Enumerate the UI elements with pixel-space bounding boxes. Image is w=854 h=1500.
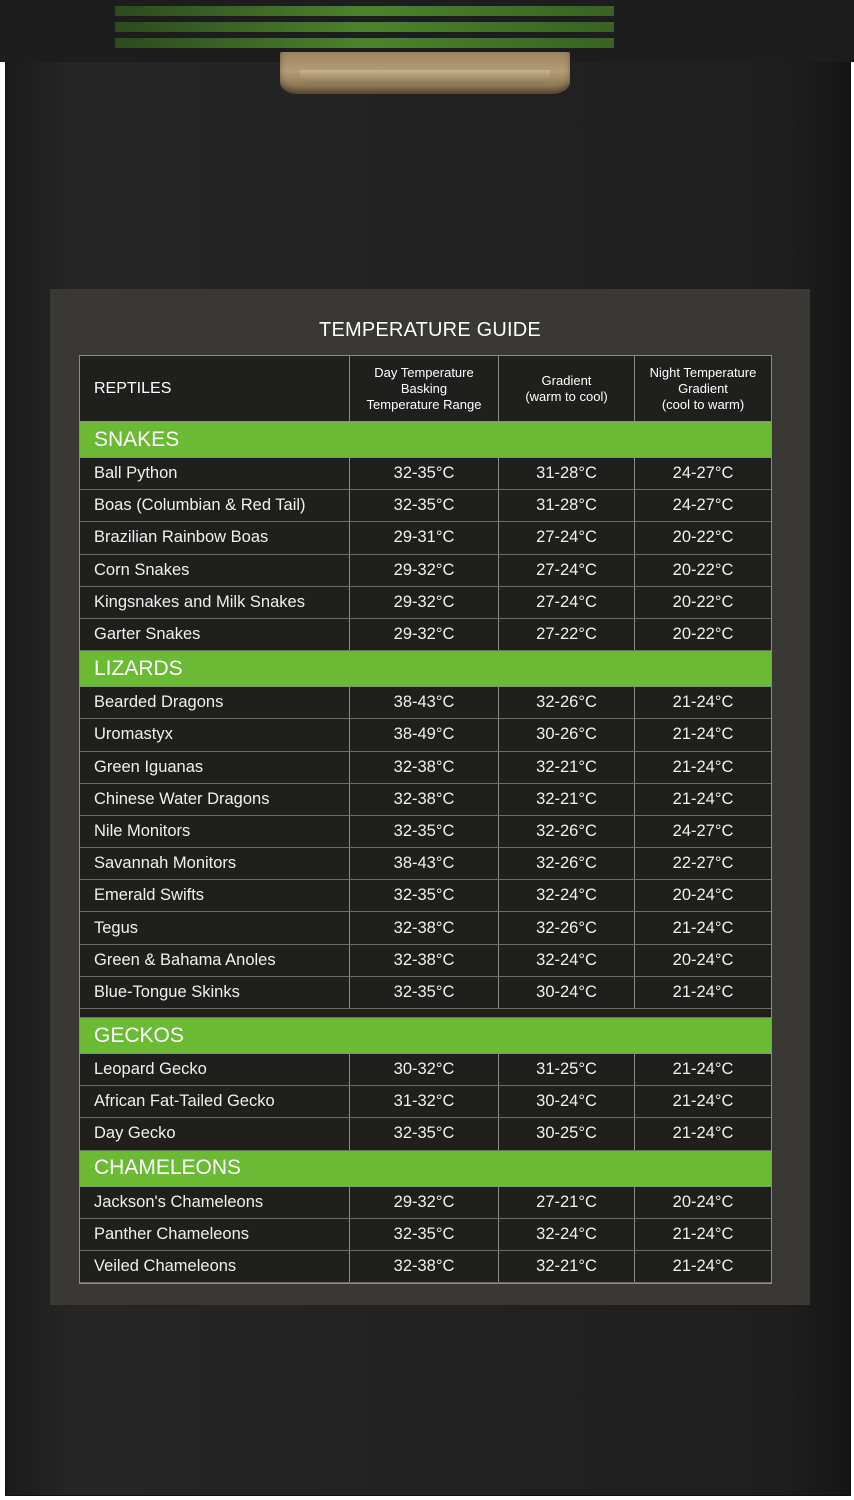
day-temp-cell: 32-35°C bbox=[349, 490, 498, 521]
reptile-name-cell: Panther Chameleons bbox=[94, 1224, 250, 1243]
table-row bbox=[80, 816, 771, 848]
section-rows bbox=[80, 1054, 771, 1151]
reptile-name-cell: Tegus bbox=[94, 918, 139, 937]
section-header-geckos: GECKOS bbox=[80, 1018, 771, 1054]
night-temp-cell: 21-24°C bbox=[634, 719, 771, 750]
table-row bbox=[80, 458, 771, 490]
gradient-cell: 30-25°C bbox=[498, 1118, 634, 1149]
header-day-temperature: Day Temperature Basking Temperature Range bbox=[349, 356, 498, 421]
spec-strip bbox=[115, 38, 614, 48]
night-temp-cell: 21-24°C bbox=[634, 1086, 771, 1117]
table-row bbox=[80, 1219, 771, 1251]
table-row bbox=[80, 977, 771, 1009]
table-row bbox=[80, 784, 771, 816]
header-night-temperature: Night Temperature Gradient (cool to warm) bbox=[634, 356, 771, 421]
guide-title: TEMPERATURE GUIDE bbox=[319, 319, 541, 341]
gradient-cell: 32-21°C bbox=[498, 1251, 634, 1282]
table-row bbox=[80, 912, 771, 944]
day-temp-cell: 32-35°C bbox=[349, 458, 498, 489]
gradient-cell: 30-24°C bbox=[498, 977, 634, 1008]
cardboard-edge bbox=[300, 70, 550, 84]
night-temp-cell: 20-22°C bbox=[634, 522, 771, 553]
reptile-name-cell: Uromastyx bbox=[94, 725, 173, 744]
night-temp-cell: 21-24°C bbox=[634, 687, 771, 718]
section-spacer bbox=[80, 1009, 771, 1018]
table-row bbox=[80, 687, 771, 719]
table-row bbox=[80, 587, 771, 619]
gradient-cell: 32-26°C bbox=[498, 912, 634, 943]
night-temp-cell: 20-24°C bbox=[634, 880, 771, 911]
gradient-cell: 27-24°C bbox=[498, 555, 634, 586]
gradient-cell: 32-26°C bbox=[498, 816, 634, 847]
spec-strip bbox=[115, 6, 614, 16]
table-row bbox=[80, 490, 771, 522]
reptile-name-cell: Jackson's Chameleons bbox=[94, 1192, 264, 1211]
day-temp-cell: 32-38°C bbox=[349, 912, 498, 943]
table-body bbox=[80, 422, 771, 1283]
day-temp-cell: 32-38°C bbox=[349, 784, 498, 815]
table-row bbox=[80, 619, 771, 651]
day-temp-cell: 32-38°C bbox=[349, 752, 498, 783]
reptile-name-cell: Kingsnakes and Milk Snakes bbox=[94, 592, 305, 611]
night-temp-cell: 21-24°C bbox=[634, 1251, 771, 1282]
day-temp-cell: 32-35°C bbox=[349, 977, 498, 1008]
gradient-cell: 32-24°C bbox=[498, 880, 634, 911]
table-row bbox=[80, 1054, 771, 1086]
reptile-name-cell: Bearded Dragons bbox=[94, 693, 224, 712]
table-row bbox=[80, 880, 771, 912]
night-temp-cell: 21-24°C bbox=[634, 912, 771, 943]
night-temp-cell: 21-24°C bbox=[634, 977, 771, 1008]
reptile-name-cell: Green Iguanas bbox=[94, 757, 204, 776]
reptile-name-cell: Blue-Tongue Skinks bbox=[94, 982, 240, 1001]
gradient-cell: 32-26°C bbox=[498, 687, 634, 718]
day-temp-cell: 29-32°C bbox=[349, 619, 498, 650]
reptile-name-cell: Nile Monitors bbox=[94, 821, 191, 840]
day-temp-cell: 32-35°C bbox=[349, 1219, 498, 1250]
section-rows bbox=[80, 687, 771, 1009]
table-header bbox=[80, 356, 771, 422]
table-row bbox=[80, 1251, 771, 1283]
night-temp-cell: 24-27°C bbox=[634, 816, 771, 847]
day-temp-cell: 29-32°C bbox=[349, 555, 498, 586]
section-rows bbox=[80, 458, 771, 651]
day-temp-cell: 38-43°C bbox=[349, 848, 498, 879]
gradient-cell: 32-21°C bbox=[498, 784, 634, 815]
night-temp-cell: 21-24°C bbox=[634, 1118, 771, 1149]
spec-strip bbox=[115, 22, 614, 32]
night-temp-cell: 22-27°C bbox=[634, 848, 771, 879]
night-temp-cell: 24-27°C bbox=[634, 490, 771, 521]
day-temp-cell: 38-43°C bbox=[349, 687, 498, 718]
night-temp-cell: 21-24°C bbox=[634, 784, 771, 815]
day-temp-cell: 29-32°C bbox=[349, 587, 498, 618]
gradient-cell: 32-26°C bbox=[498, 848, 634, 879]
gradient-cell: 27-24°C bbox=[498, 522, 634, 553]
gradient-cell: 30-26°C bbox=[498, 719, 634, 750]
gradient-cell: 32-24°C bbox=[498, 1219, 634, 1250]
section-header-snakes: SNAKES bbox=[80, 422, 771, 458]
table-row bbox=[80, 555, 771, 587]
reptile-name-cell: African Fat-Tailed Gecko bbox=[94, 1092, 275, 1111]
header-reptiles: REPTILES bbox=[94, 379, 172, 397]
night-temp-cell: 20-24°C bbox=[634, 1187, 771, 1218]
table-row bbox=[80, 522, 771, 554]
reptile-name-cell: Brazilian Rainbow Boas bbox=[94, 528, 269, 547]
table-row bbox=[80, 945, 771, 977]
day-temp-cell: 32-35°C bbox=[349, 816, 498, 847]
day-temp-cell: 30-32°C bbox=[349, 1054, 498, 1085]
gradient-cell: 31-28°C bbox=[498, 490, 634, 521]
table-row bbox=[80, 1118, 771, 1150]
night-temp-cell: 20-22°C bbox=[634, 555, 771, 586]
gradient-cell: 27-24°C bbox=[498, 587, 634, 618]
reptile-name-cell: Chinese Water Dragons bbox=[94, 789, 270, 808]
gradient-cell: 27-21°C bbox=[498, 1187, 634, 1218]
night-temp-cell: 21-24°C bbox=[634, 1219, 771, 1250]
day-temp-cell: 31-32°C bbox=[349, 1086, 498, 1117]
day-temp-cell: 38-49°C bbox=[349, 719, 498, 750]
gradient-cell: 31-28°C bbox=[498, 458, 634, 489]
section-header-chameleons: CHAMELEONS bbox=[80, 1151, 771, 1187]
reptile-name-cell: Corn Snakes bbox=[94, 560, 190, 579]
day-temp-cell: 32-35°C bbox=[349, 880, 498, 911]
reptile-name-cell: Green & Bahama Anoles bbox=[94, 950, 276, 969]
night-temp-cell: 20-24°C bbox=[634, 945, 771, 976]
gradient-cell: 32-24°C bbox=[498, 945, 634, 976]
day-temp-cell: 29-32°C bbox=[349, 1187, 498, 1218]
reptile-name-cell: Leopard Gecko bbox=[94, 1060, 207, 1079]
temperature-table bbox=[79, 355, 772, 1284]
gradient-cell: 27-22°C bbox=[498, 619, 634, 650]
section-rows bbox=[80, 1187, 771, 1284]
table-row bbox=[80, 752, 771, 784]
gradient-cell: 30-24°C bbox=[498, 1086, 634, 1117]
table-row bbox=[80, 848, 771, 880]
night-temp-cell: 21-24°C bbox=[634, 1054, 771, 1085]
night-temp-cell: 24-27°C bbox=[634, 458, 771, 489]
header-gradient: Gradient (warm to cool) bbox=[498, 356, 634, 421]
gradient-cell: 31-25°C bbox=[498, 1054, 634, 1085]
gradient-cell: 32-21°C bbox=[498, 752, 634, 783]
reptile-name-cell: Boas (Columbian & Red Tail) bbox=[94, 496, 306, 515]
night-temp-cell: 21-24°C bbox=[634, 752, 771, 783]
table-row bbox=[80, 1187, 771, 1219]
reptile-name-cell: Day Gecko bbox=[94, 1124, 176, 1143]
day-temp-cell: 32-38°C bbox=[349, 945, 498, 976]
night-temp-cell: 20-22°C bbox=[634, 587, 771, 618]
day-temp-cell: 29-31°C bbox=[349, 522, 498, 553]
table-row bbox=[80, 1086, 771, 1118]
reptile-name-cell: Ball Python bbox=[94, 464, 178, 483]
day-temp-cell: 32-35°C bbox=[349, 1118, 498, 1149]
reptile-name-cell: Veiled Chameleons bbox=[94, 1257, 237, 1276]
night-temp-cell: 20-22°C bbox=[634, 619, 771, 650]
table-row bbox=[80, 719, 771, 751]
section-header-lizards: LIZARDS bbox=[80, 651, 771, 687]
day-temp-cell: 32-38°C bbox=[349, 1251, 498, 1282]
reptile-name-cell: Savannah Monitors bbox=[94, 854, 237, 873]
reptile-name-cell: Emerald Swifts bbox=[94, 886, 205, 905]
temperature-guide-panel bbox=[50, 289, 810, 1305]
reptile-name-cell: Garter Snakes bbox=[94, 625, 201, 644]
